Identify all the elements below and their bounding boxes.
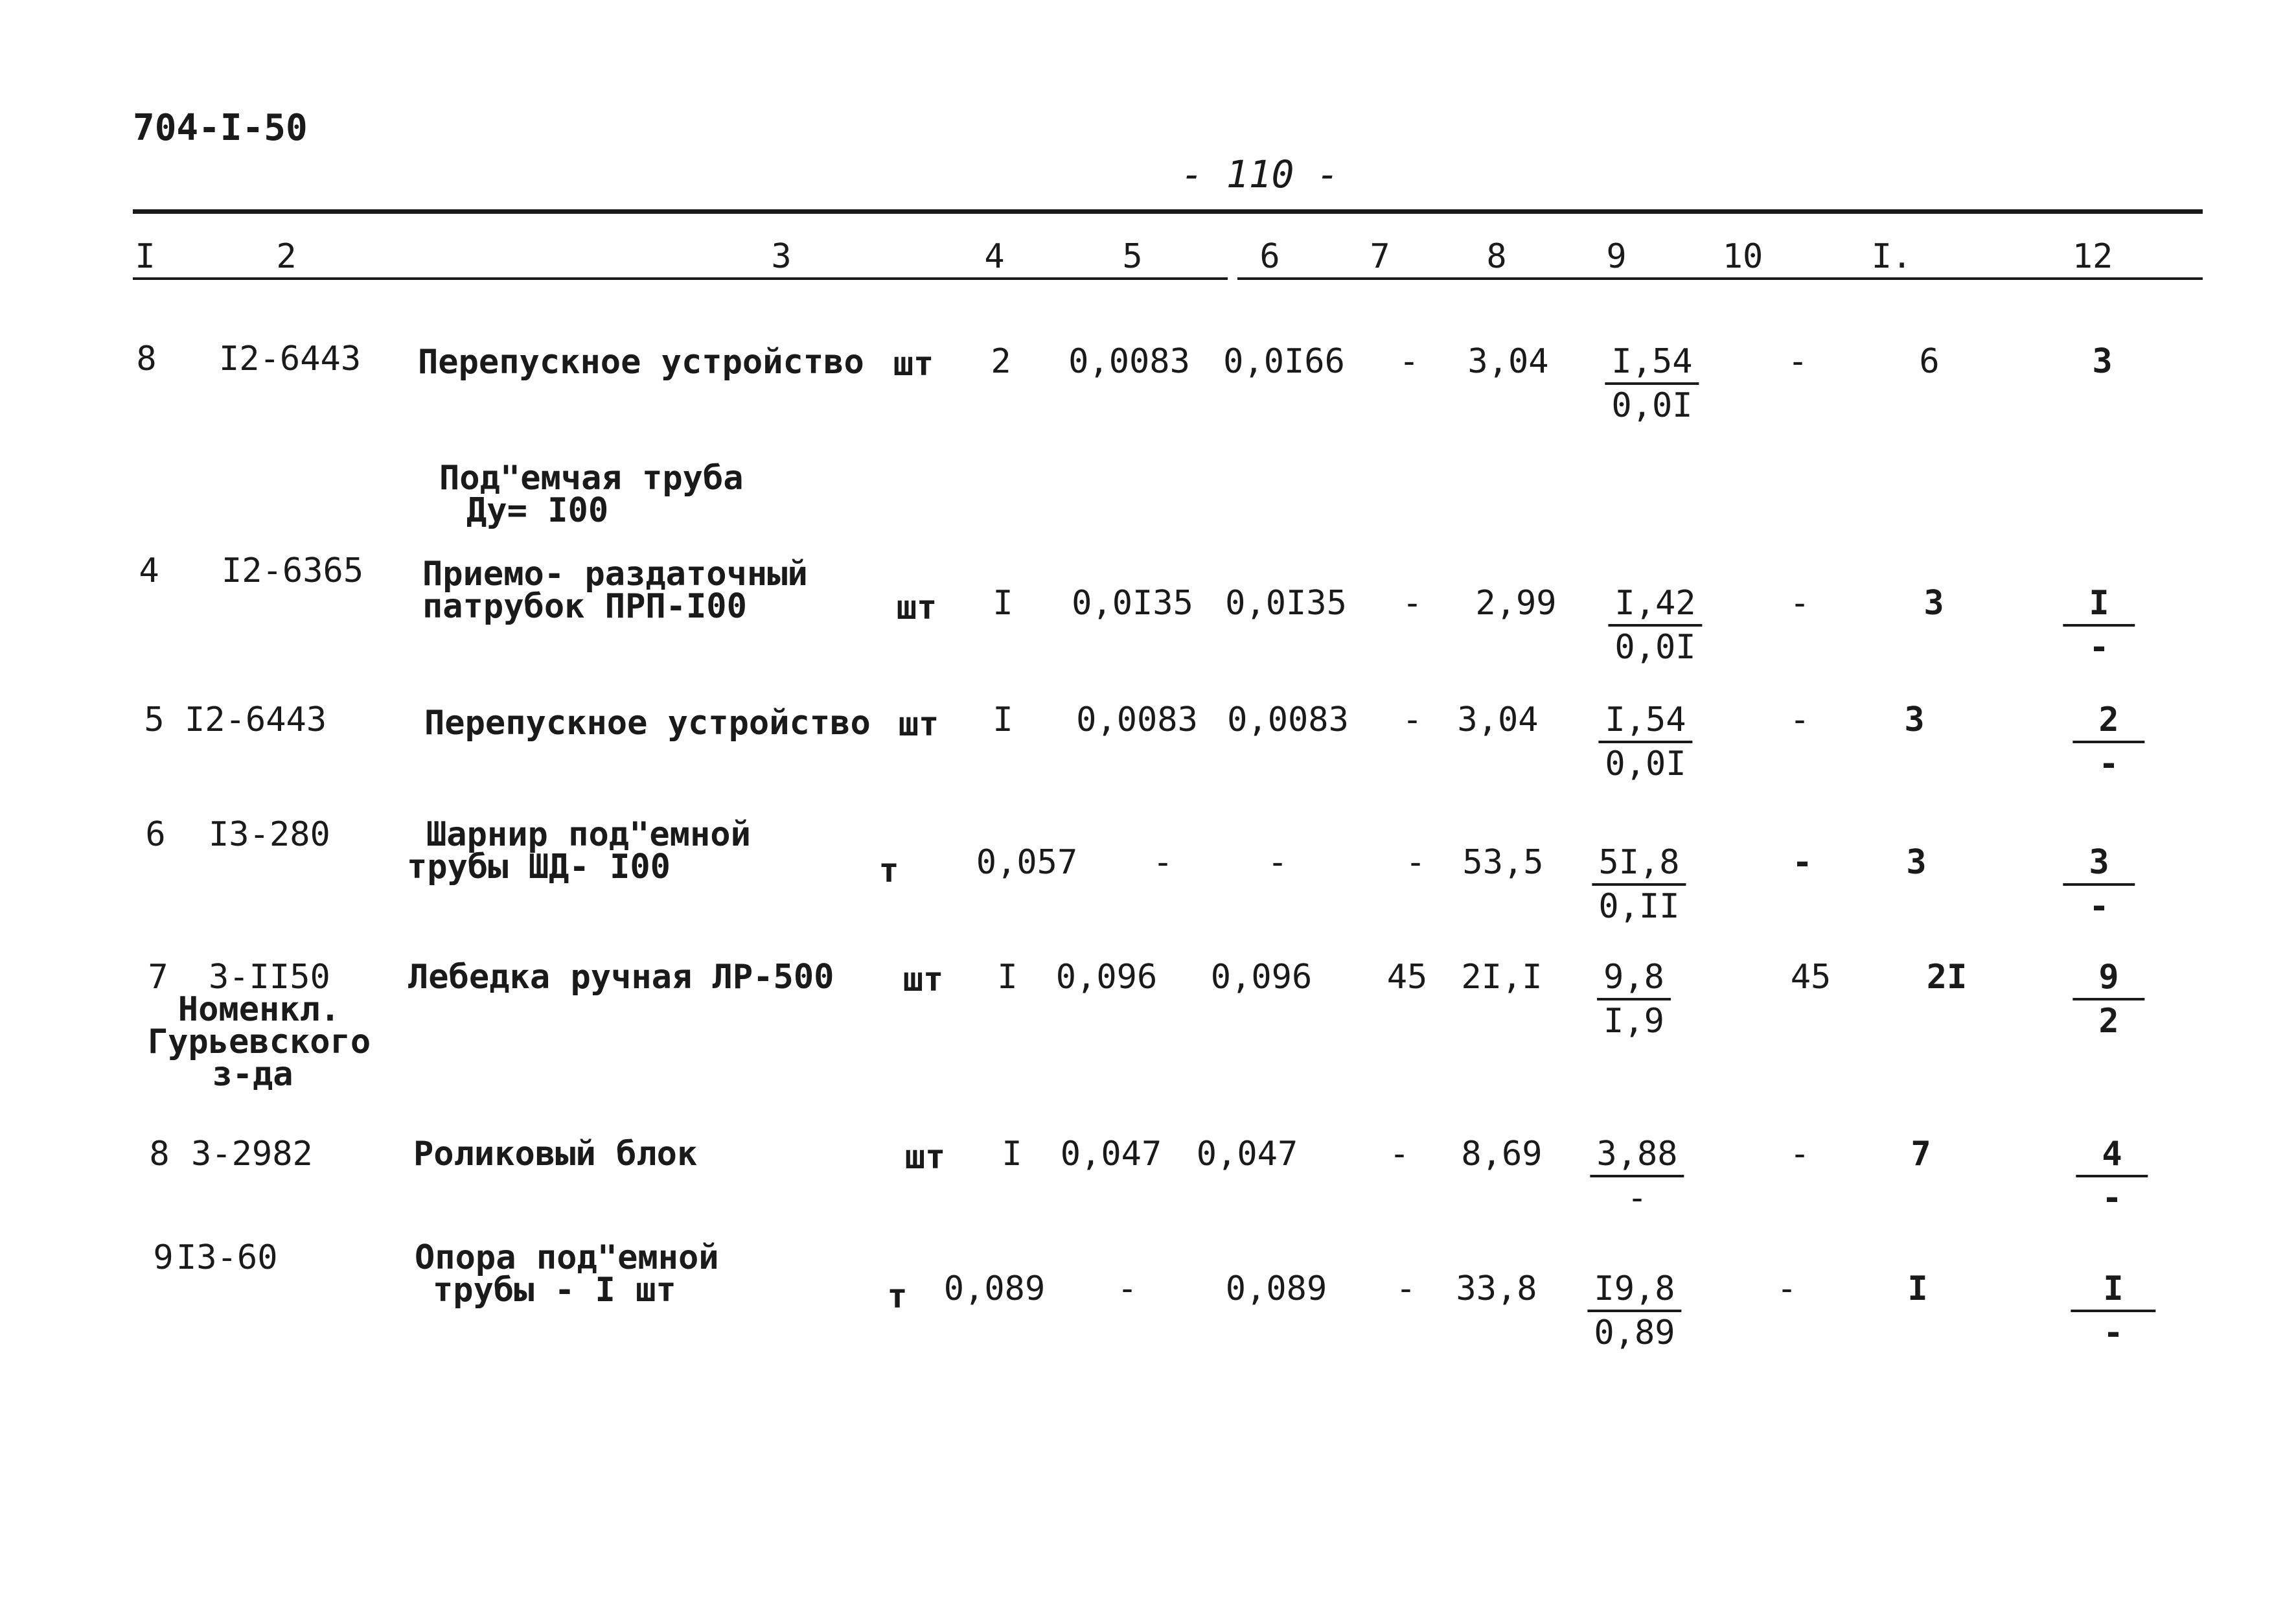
row-col11: 3 xyxy=(1923,584,1944,623)
row-code: 3-II50 xyxy=(209,958,330,997)
row-unit: шт xyxy=(898,705,939,744)
row-col10: 45 xyxy=(1790,958,1831,997)
row-col8: 33,8 xyxy=(1456,1269,1537,1308)
subheading-line2: Ду= I00 xyxy=(466,491,609,530)
fraction-denominator: 0,0I xyxy=(1611,386,1693,425)
col-header-1: I xyxy=(135,237,155,276)
fraction-numerator: 2 xyxy=(2072,703,2144,743)
row-unit: шт xyxy=(893,345,934,384)
fraction-numerator: I xyxy=(2063,586,2135,627)
row-col11: 2I xyxy=(1926,958,1968,997)
fraction-numerator: 3,88 xyxy=(1590,1137,1684,1177)
fraction-denominator: 0,0I xyxy=(1614,628,1696,667)
row-code: I3-60 xyxy=(176,1238,278,1277)
row-col6: 0,0083 xyxy=(1227,700,1349,739)
row-col12-fraction xyxy=(2072,700,2144,783)
row-col7: - xyxy=(1405,843,1426,882)
col-header-4: 4 xyxy=(984,237,1005,276)
row-code: I3-280 xyxy=(209,815,330,854)
fraction-numerator: 5I,8 xyxy=(1592,846,1686,886)
row-col4: 2 xyxy=(991,342,1011,381)
row-col5: 0,047 xyxy=(1060,1135,1162,1173)
row-col10: - xyxy=(1789,584,1810,623)
col-header-8: 8 xyxy=(1486,237,1507,276)
row-name-line2: трубы ШД- I00 xyxy=(407,848,671,886)
row-col6: - xyxy=(1267,843,1288,882)
row-col10: - xyxy=(1789,1135,1810,1173)
row-col4: 0,089 xyxy=(943,1269,1046,1308)
fraction-numerator: 9,8 xyxy=(1597,960,1671,1000)
row-col11: 6 xyxy=(1919,342,1940,381)
row-col12-fraction xyxy=(2063,584,2135,667)
row-col9-fraction xyxy=(1608,584,1702,667)
row-col5: 0,0083 xyxy=(1068,342,1190,381)
row-name-line1: Шарнир под"емной xyxy=(426,815,751,854)
row-code-note-2: Гурьевского xyxy=(147,1023,371,1061)
fraction-denominator: 0,89 xyxy=(1594,1313,1675,1352)
row-col9-fraction xyxy=(1592,843,1686,926)
row-col11: I xyxy=(1907,1269,1928,1308)
fraction-denominator: - xyxy=(1627,1179,1647,1218)
row-col8: 3,04 xyxy=(1457,700,1539,739)
row-name-line1: Опора под"емной xyxy=(415,1238,719,1277)
row-col4: I xyxy=(1002,1135,1022,1173)
fraction-numerator: I,54 xyxy=(1605,345,1699,385)
fraction-denominator: 2 xyxy=(2098,1002,2119,1041)
fraction-denominator: - xyxy=(2102,1179,2122,1218)
row-name: Перепускное устройство xyxy=(424,704,871,743)
fraction-denominator: 0,0I xyxy=(1605,745,1686,783)
col-header-11: I. xyxy=(1871,237,1912,276)
row-col10: - xyxy=(1789,700,1810,739)
row-col12-fraction xyxy=(2063,843,2135,926)
fraction-denominator: - xyxy=(2089,628,2109,667)
row-col10: - xyxy=(1792,843,1813,882)
row-col9-fraction xyxy=(1590,1135,1684,1218)
row-col11: 3 xyxy=(1906,843,1927,882)
row-unit: шт xyxy=(904,1138,946,1177)
row-col5: - xyxy=(1153,843,1173,882)
row-col12-fraction xyxy=(2071,1269,2155,1352)
row-col5: 0,0083 xyxy=(1076,700,1198,739)
row-col6: 0,096 xyxy=(1210,958,1313,997)
fraction-numerator: 3 xyxy=(2063,846,2135,886)
row-col6: 0,0I35 xyxy=(1225,584,1347,623)
row-col7: - xyxy=(1389,1135,1410,1173)
header-underline-right xyxy=(1237,277,2203,280)
row-number: 9 xyxy=(153,1238,174,1277)
fraction-denominator: - xyxy=(2089,887,2109,926)
page-number: - 110 - xyxy=(1180,152,1340,196)
fraction-denominator: - xyxy=(2098,745,2119,783)
row-col4: 0,057 xyxy=(976,843,1078,882)
row-col12-fraction xyxy=(2072,958,2144,1041)
fraction-denominator: I,9 xyxy=(1603,1002,1664,1041)
row-unit: шт xyxy=(902,960,944,999)
row-col7: - xyxy=(1395,1269,1416,1308)
row-col4: I xyxy=(993,700,1013,739)
row-col5: - xyxy=(1117,1269,1138,1308)
header-underline-left xyxy=(133,277,1228,280)
document-code: 704-I-50 xyxy=(133,107,308,149)
fraction-numerator: I,54 xyxy=(1598,703,1692,743)
row-col6: 0,089 xyxy=(1225,1269,1327,1308)
row-col7: - xyxy=(1402,584,1423,623)
row-col4: I xyxy=(993,584,1013,623)
row-number: 4 xyxy=(139,551,159,590)
row-col7: - xyxy=(1399,342,1419,381)
row-col11: 7 xyxy=(1911,1135,1931,1173)
col-header-10: 10 xyxy=(1722,237,1763,276)
row-code-note-1: Номенкл. xyxy=(178,990,341,1029)
col-header-7: 7 xyxy=(1370,237,1390,276)
col-header-2: 2 xyxy=(276,237,297,276)
row-code: 3-2982 xyxy=(191,1135,313,1173)
fraction-numerator: 4 xyxy=(2076,1137,2148,1177)
subheading-line1: Под"емчая труба xyxy=(439,459,744,498)
row-col9-fraction xyxy=(1598,700,1692,783)
col-header-3: 3 xyxy=(771,237,792,276)
col-header-5: 5 xyxy=(1122,237,1143,276)
row-col6: 0,0I66 xyxy=(1223,342,1345,381)
row-col7: - xyxy=(1402,700,1423,739)
row-number: 5 xyxy=(144,700,165,739)
row-col12-fraction xyxy=(2076,1135,2148,1218)
col-header-12: 12 xyxy=(2072,237,2113,276)
row-code: I2-6443 xyxy=(185,700,327,739)
top-rule xyxy=(133,209,2203,214)
fraction-numerator: I9,8 xyxy=(1587,1272,1681,1312)
fraction-numerator: 9 xyxy=(2072,960,2144,1000)
row-col9-fraction xyxy=(1597,958,1671,1041)
row-code: I2-6365 xyxy=(222,551,364,590)
row-col12-value: 3 xyxy=(2092,342,2113,381)
row-unit: т xyxy=(887,1277,908,1316)
row-number: 6 xyxy=(145,815,166,854)
row-number: 7 xyxy=(148,958,168,997)
row-name-line2: патрубок ПРП-I00 xyxy=(422,587,747,626)
col-header-9: 9 xyxy=(1606,237,1627,276)
row-name: Лебедка ручная ЛР-500 xyxy=(408,958,834,997)
fraction-denominator: 0,II xyxy=(1598,887,1680,926)
row-col8: 53,5 xyxy=(1462,843,1544,882)
row-name-line1: Приемо- раздаточный xyxy=(422,555,808,594)
col-header-6: 6 xyxy=(1259,237,1280,276)
row-col5: 0,096 xyxy=(1055,958,1158,997)
row-col11: 3 xyxy=(1904,700,1925,739)
row-col10: - xyxy=(1776,1269,1797,1308)
row-unit: шт xyxy=(896,588,937,627)
row-col6: 0,047 xyxy=(1196,1135,1298,1173)
row-number: 8 xyxy=(149,1135,170,1173)
row-col8: 8,69 xyxy=(1461,1135,1543,1173)
row-name: Роликовый блок xyxy=(413,1135,698,1173)
row-code: I2-6443 xyxy=(219,340,362,378)
row-col10: - xyxy=(1787,342,1808,381)
row-name-line2: трубы - I шт xyxy=(433,1271,676,1310)
row-col8: 2I,I xyxy=(1461,958,1543,997)
row-col5: 0,0I35 xyxy=(1072,584,1193,623)
row-code-note-3: з-да xyxy=(212,1055,293,1094)
row-unit: т xyxy=(878,851,899,890)
row-col4: I xyxy=(997,958,1018,997)
row-col8: 3,04 xyxy=(1467,342,1549,381)
row-col8: 2,99 xyxy=(1475,584,1557,623)
row-col9-fraction xyxy=(1587,1269,1681,1352)
row-col7: 45 xyxy=(1386,958,1428,997)
row-number: 8 xyxy=(136,340,157,378)
fraction-numerator: I,42 xyxy=(1608,586,1702,627)
fraction-numerator: I xyxy=(2071,1272,2155,1312)
fraction-denominator: - xyxy=(2103,1313,2124,1352)
row-name: Перепускное устройство xyxy=(418,343,864,382)
row-col9-fraction xyxy=(1605,342,1699,425)
